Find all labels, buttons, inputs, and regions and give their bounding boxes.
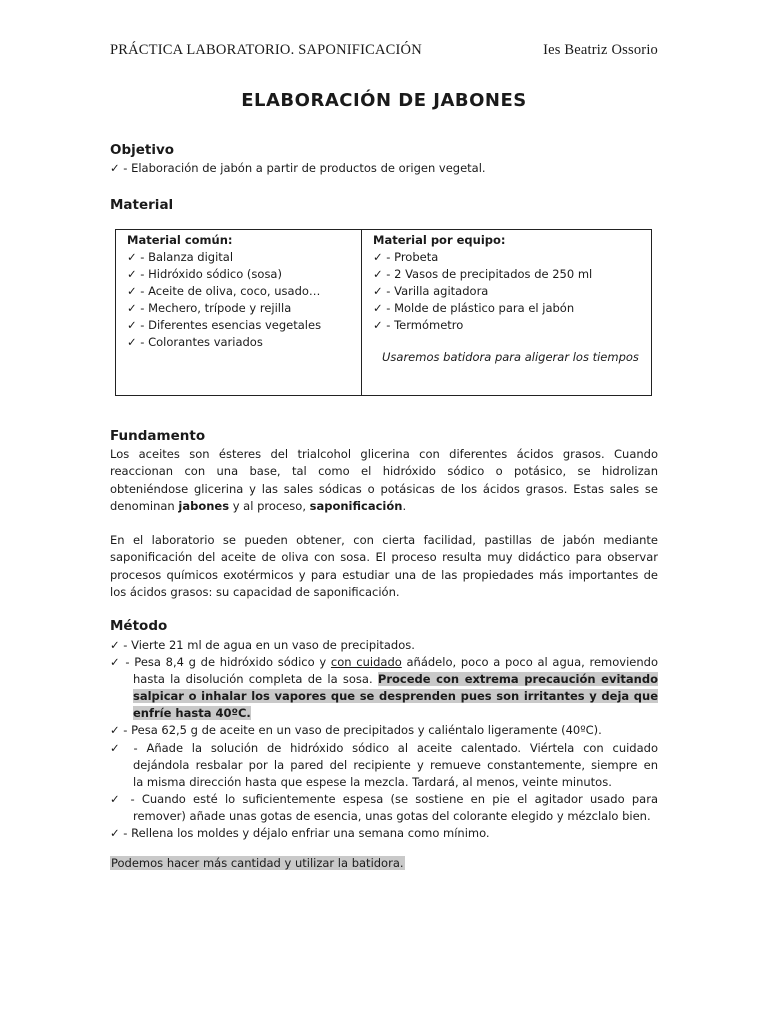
warning-highlight: salpicar o inhalar los vapores que se desprenden pues son irritantes y deja que bbox=[133, 689, 658, 704]
step-line bbox=[110, 671, 658, 688]
fundamento-paragraph-1 bbox=[110, 446, 658, 515]
header-right: Ies Beatriz Ossorio bbox=[543, 42, 658, 58]
bold-term-jabones: jabones bbox=[178, 498, 230, 513]
step-line bbox=[110, 705, 658, 722]
material-comun-item: ✓ - Hidróxido sódico (sosa) bbox=[127, 267, 282, 281]
step-6 bbox=[110, 825, 658, 842]
text-run: hasta la disolución completa de la sosa. bbox=[133, 672, 378, 687]
warning-highlight: Procede con extrema precaución evitando bbox=[377, 672, 658, 687]
material-comun-column bbox=[127, 232, 321, 351]
paragraph-line: Los aceites son ésteres del trialcohol glicerina con diferentes ácidos grasos. Cuando bbox=[110, 447, 658, 461]
step-line bbox=[110, 654, 658, 671]
step-5 bbox=[110, 791, 658, 825]
step-text: ✓ - Pesa 62,5 g de aceite en un vaso de precipitados y caliéntalo ligeramente (40ºC). bbox=[110, 723, 602, 738]
step-3 bbox=[110, 722, 658, 739]
step-text: ✓ - Vierte 21 ml de agua en un vaso de precipitados. bbox=[110, 638, 415, 652]
material-comun-item: ✓ - Mechero, trípode y rejilla bbox=[127, 301, 292, 315]
step-1 bbox=[110, 637, 658, 654]
material-table bbox=[115, 229, 652, 396]
paragraph-line: obteniéndose glicerina y las sales sódicas o potásicas de los ácidos grasos. Estas sales se bbox=[110, 481, 658, 496]
warning-highlight: enfríe hasta 40ºC. bbox=[133, 706, 251, 721]
text-run: y al proceso, bbox=[229, 498, 310, 513]
material-equipo-item: ✓ - Molde de plástico para el jabón bbox=[373, 301, 575, 315]
material-equipo-title: Material por equipo: bbox=[373, 233, 506, 247]
material-comun-item: ✓ - Colorantes variados bbox=[127, 335, 263, 349]
step-line: remover) añade unas gotas de esencia, unas gotas del colorante elegido y mézclalo bien. bbox=[133, 808, 651, 823]
metodo-heading: Método bbox=[110, 618, 168, 634]
underlined-text: con cuidado bbox=[330, 655, 402, 670]
material-comun-item: ✓ - Balanza digital bbox=[127, 250, 234, 264]
fundamento-paragraph-2 bbox=[110, 532, 658, 601]
material-equipo-item: ✓ - Termómetro bbox=[373, 318, 464, 332]
step-line bbox=[110, 688, 658, 705]
header-left: PRÁCTICA LABORATORIO. SAPONIFICACIÓN bbox=[110, 42, 422, 58]
step-line: ✓ - Cuando esté lo suficientemente espesa (se sostiene en pie el agitador usado para bbox=[110, 791, 658, 806]
paragraph-line bbox=[110, 498, 658, 515]
table-divider bbox=[361, 230, 362, 395]
paragraph-line: reaccionan con una base, tal como el hidróxido sódico o potásico, se hidrolizan bbox=[110, 464, 658, 479]
material-comun-item: ✓ - Diferentes esencias vegetales bbox=[127, 318, 322, 332]
paragraph-line: los ácidos grasos: su capacidad de saponificación. bbox=[110, 584, 400, 599]
bold-term-saponificacion: saponificación bbox=[309, 498, 403, 513]
material-note: Usaremos batidora para aligerar los tiempos bbox=[382, 350, 639, 364]
paragraph-line: procesos químicos exotérmicos y para estudiar una de las propiedades más importantes de bbox=[110, 567, 658, 582]
material-equipo-item: ✓ - Probeta bbox=[373, 250, 439, 264]
metodo-steps bbox=[110, 637, 658, 842]
step-line: ✓ - Añade la solución de hidróxido sódico al aceite calentado. Viértela con cuidado bbox=[110, 740, 658, 755]
material-heading: Material bbox=[110, 197, 174, 213]
step-line: la misma dirección hasta que espese la mezcla. Tardará, al menos, veinte minutos. bbox=[133, 774, 612, 789]
step-text: ✓ - Rellena los moldes y déjalo enfriar una semana como mínimo. bbox=[110, 826, 490, 841]
text-run: añádelo, poco a poco al agua, removiendo bbox=[401, 655, 658, 670]
page-header bbox=[110, 42, 658, 62]
text-run: ✓ - Pesa 8,4 g de hidróxido sódico y bbox=[110, 655, 331, 670]
paragraph-line: saponificación del aceite de oliva con sosa. El proceso resulta muy didáctico para observar bbox=[110, 550, 658, 565]
material-equipo-column bbox=[373, 232, 592, 334]
material-equipo-item: ✓ - 2 Vasos de precipitados de 250 ml bbox=[373, 267, 593, 281]
fundamento-heading: Fundamento bbox=[110, 428, 206, 444]
objetivo-text: ✓ - Elaboración de jabón a partir de productos de origen vegetal. bbox=[110, 161, 486, 175]
material-comun-item: ✓ - Aceite de oliva, coco, usado… bbox=[127, 284, 321, 298]
step-4 bbox=[110, 740, 658, 791]
step-2 bbox=[110, 654, 658, 722]
objetivo-heading: Objetivo bbox=[110, 142, 175, 158]
step-line: dejándola resbalar por la pared del recipiente y remueve constantemente, siempre en bbox=[133, 757, 658, 772]
material-equipo-item: ✓ - Varilla agitadora bbox=[373, 284, 489, 298]
paragraph-line: En el laboratorio se pueden obtener, con cierta facilidad, pastillas de jabón mediante bbox=[110, 533, 658, 547]
text-run: . bbox=[402, 498, 407, 513]
material-comun-title: Material común: bbox=[127, 233, 233, 247]
final-note: Podemos hacer más cantidad y utilizar la batidora. bbox=[111, 856, 404, 870]
page-title: ELABORACIÓN DE JABONES bbox=[241, 90, 527, 111]
text-run: denominan bbox=[110, 498, 179, 513]
